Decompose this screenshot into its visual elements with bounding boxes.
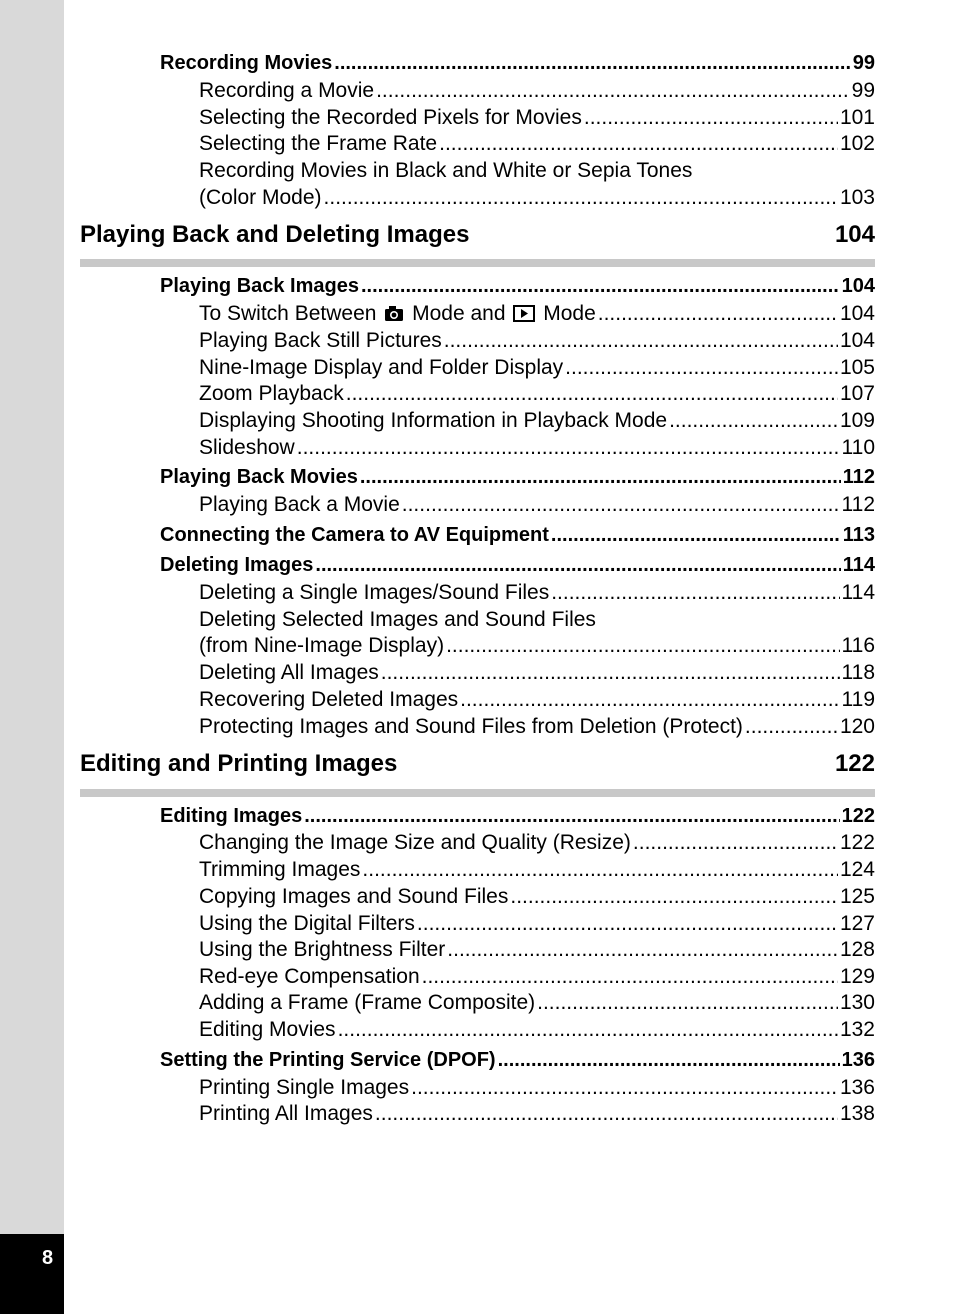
toc-entry[interactable]: Using the Brightness Filter ..... 128: [199, 937, 875, 963]
toc-entry-line1[interactable]: Recording Movies in Black and White or Sepia Tones: [199, 159, 693, 182]
toc-entry[interactable]: Copying Images and Sound Files ..... 125: [199, 884, 875, 910]
camera-icon: [384, 305, 404, 322]
toc-entry[interactable]: Recording a Movie ..... 99: [199, 78, 875, 104]
toc-entry[interactable]: Selecting the Recorded Pixels for Movies ..... 101: [199, 105, 875, 131]
toc-entry[interactable]: Changing the Image Size and Quality (Resize) ..... 122: [199, 830, 875, 856]
toc-entry[interactable]: Red-eye Compensation ..... 129: [199, 964, 875, 990]
toc-entry[interactable]: Slideshow ..... 110: [199, 435, 875, 461]
toc-entry[interactable]: Printing Single Images ..... 136: [199, 1075, 875, 1101]
toc-entry[interactable]: Recovering Deleted Images ..... 119: [199, 687, 875, 713]
chapter-heading-editing[interactable]: Editing and Printing Images 122: [80, 750, 875, 777]
toc-entry[interactable]: Zoom Playback ..... 107: [199, 381, 875, 407]
toc-entry[interactable]: (Color Mode) ..... 103: [199, 185, 875, 211]
page-number: 8: [42, 1247, 54, 1269]
toc-entry[interactable]: Deleting a Single Images/Sound Files ..... 114: [199, 580, 875, 606]
toc-entry[interactable]: Using the Digital Filters ..... 127: [199, 911, 875, 937]
toc-entry-connecting-av[interactable]: Connecting the Camera to AV Equipment ..... 113: [160, 522, 875, 548]
toc-entry-deleting-images[interactable]: Deleting Images ..... 114: [160, 552, 875, 578]
toc-entry[interactable]: Nine-Image Display and Folder Display ..... 105: [199, 355, 875, 381]
toc-entry[interactable]: Editing Movies ..... 132: [199, 1017, 875, 1043]
page-number-tab: [0, 1234, 64, 1314]
toc-entry-line1[interactable]: Deleting Selected Images and Sound Files: [199, 608, 596, 631]
toc-entry[interactable]: Trimming Images ..... 124: [199, 857, 875, 883]
toc-entry[interactable]: (from Nine-Image Display) ..... 116: [199, 633, 875, 659]
chapter-heading-playback[interactable]: Playing Back and Deleting Images 104: [80, 221, 875, 248]
chapter-divider: [80, 789, 875, 797]
toc-entry[interactable]: Deleting All Images ..... 118: [199, 660, 875, 686]
toc-entry[interactable]: Playing Back a Movie ..... 112: [199, 492, 875, 518]
toc-entry[interactable]: Selecting the Frame Rate ..... 102: [199, 131, 875, 157]
playback-icon: [513, 305, 535, 322]
side-margin-strip: [0, 0, 64, 1314]
toc-entry[interactable]: Playing Back Still Pictures ..... 104: [199, 328, 875, 354]
toc-entry[interactable]: To Switch Between Mode and Mode ..... 104: [199, 301, 875, 327]
toc-entry-playing-back-movies[interactable]: Playing Back Movies ..... 112: [160, 464, 875, 490]
chapter-divider: [80, 259, 875, 267]
toc-entry[interactable]: Displaying Shooting Information in Playback Mode ..... 109: [199, 408, 875, 434]
toc-entry[interactable]: Adding a Frame (Frame Composite) ..... 130: [199, 990, 875, 1016]
toc-entry-playing-back-images[interactable]: Playing Back Images ..... 104: [160, 273, 875, 299]
toc-entry-recording-movies[interactable]: Recording Movies ..... 99: [160, 50, 875, 76]
toc-entry[interactable]: Printing All Images ..... 138: [199, 1101, 875, 1127]
toc-entry[interactable]: Protecting Images and Sound Files from Deletion (Protect) ..... 120: [199, 714, 875, 740]
toc-entry-printing-service[interactable]: Setting the Printing Service (DPOF) ..... 136: [160, 1047, 875, 1073]
toc-entry-editing-images[interactable]: Editing Images ..... 122: [160, 803, 875, 829]
